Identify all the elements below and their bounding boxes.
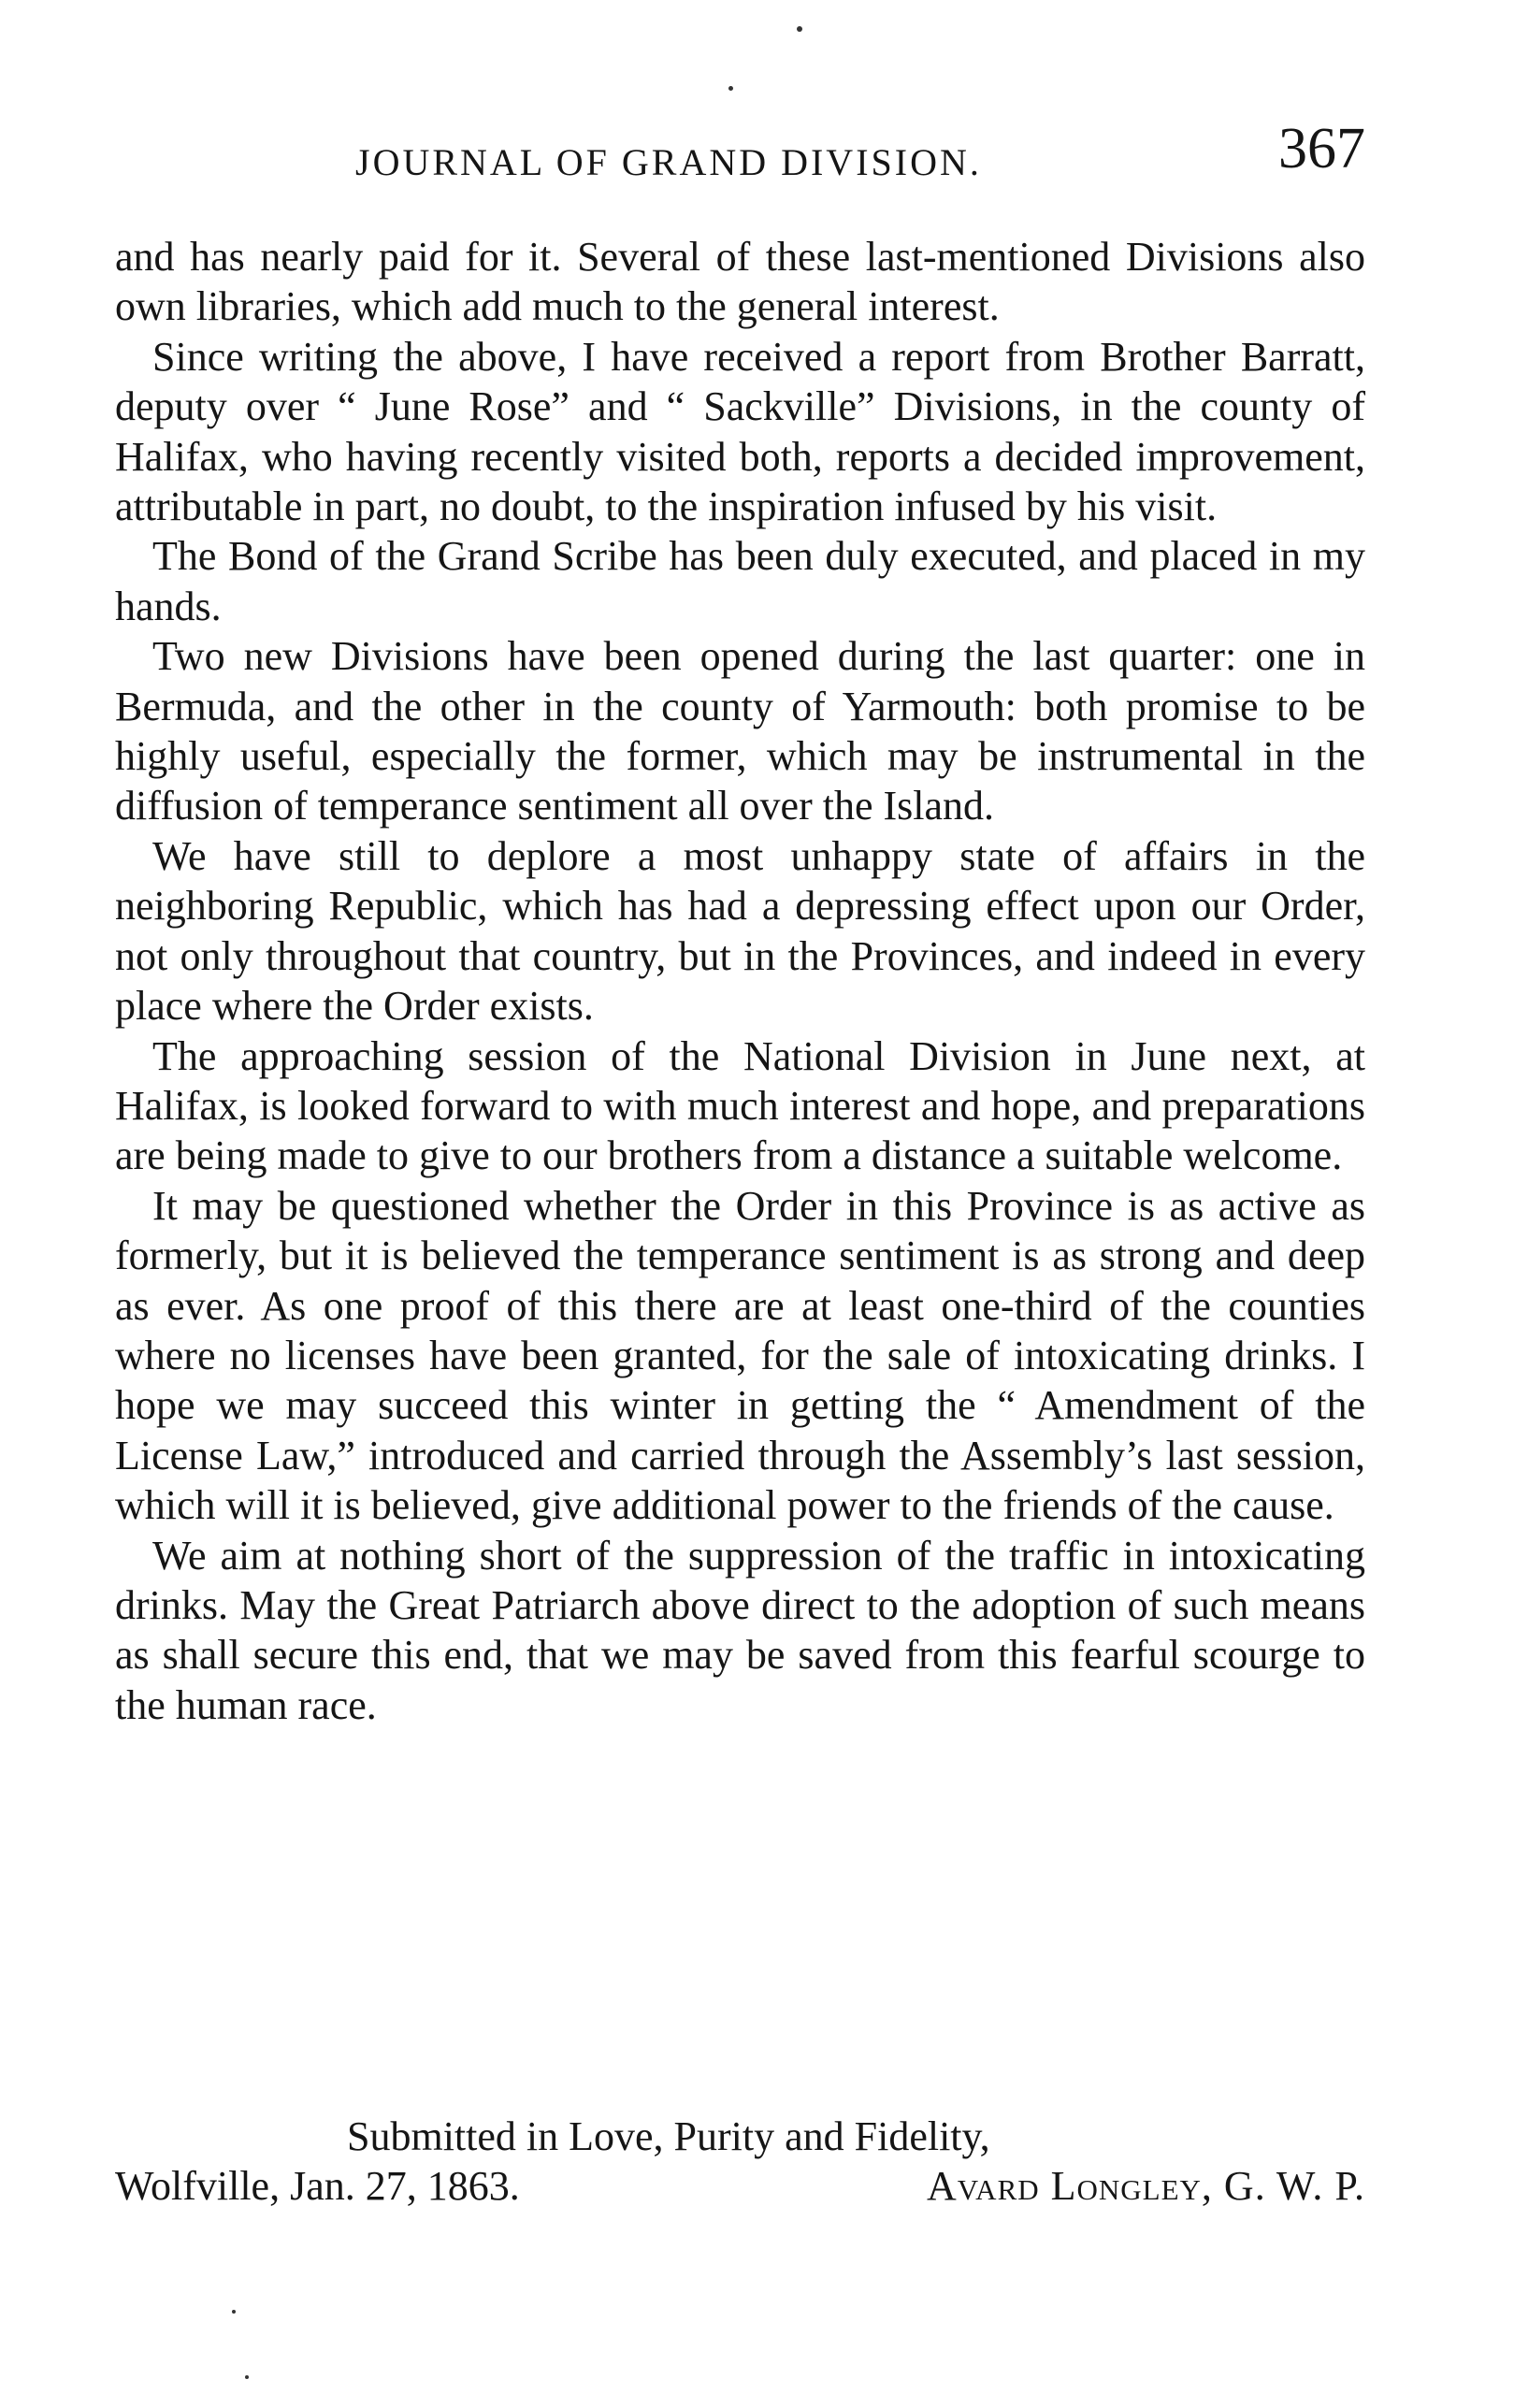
paragraph: Two new Divisions have been opened during the last quarter: one in Bermuda, and the other in the county of Yarmouth: both promise to be highly useful, especially the former, which may be instrumental in the diffusion of temperance sentiment all over the Island. [115,633,1365,829]
paragraph: Since writing the above, I have received a report from Brother Barratt, deputy over “ June Rose” and “ Sackville” Divisions, in the county of Halifax, who having recently visited both, reports a decided improvement, attributable in part, no doubt, to the inspiration infused by his visit. [115,333,1365,530]
print-speck [245,2375,249,2379]
paragraph: We aim at nothing short of the suppression of the traffic in intoxicating drinks. May the Great Patriarch above direct to the adoption of such means as shall secure this end, that we may be saved from this fearful scourge to the human race. [115,1532,1365,1728]
signature: Avard Longley, G. W. P. [927,2163,1365,2209]
page-header [112,117,1365,195]
print-speck [797,26,802,32]
paragraph: The approaching session of the National Division in June next, at Halifax, is looked forward to with much interest and hope, and preparations are being made to give to our brothers from a distance a suitable welcome. [115,1032,1365,1179]
print-speck [728,86,733,91]
running-head: JOURNAL OF GRAND DIVISION. [355,141,982,183]
place-and-date: Wolfville, Jan. 27, 1863. [115,2163,520,2209]
signature-row [115,2161,1365,2217]
page-number: 367 [1278,117,1365,180]
paragraph: We have still to deplore a most unhappy state of affairs in the neighboring Republic, which has had a depressing effect upon our Order, not only throughout that country, but in the Provinces, and indeed in every place where the Order exists. [115,832,1365,1030]
print-speck [232,2310,236,2314]
paragraph: It may be questioned whether the Order in this Province is as active as formerly, but it is believed the temperance sentiment is as strong and deep as ever. As one proof of this there are at least one-third of the counties where no licenses have been granted, for the sale of intoxicating drinks. I hope we may succeed this winter in getting the “ Amendment of the License Law,” introduced and carried through the Assembly’s last session, which will it is believed, give additional power to the friends of the cause. [115,1182,1365,1529]
body-text [115,232,1365,1730]
paragraph: and has nearly paid for it. Several of these last-mentioned Divisions also own libraries, which add much to the general interest. [115,234,1365,330]
paragraph: The Bond of the Grand Scribe has been duly executed, and placed in my hands. [115,533,1365,629]
closing-salutation: Submitted in Love, Purity and Fidelity, [347,2113,990,2159]
